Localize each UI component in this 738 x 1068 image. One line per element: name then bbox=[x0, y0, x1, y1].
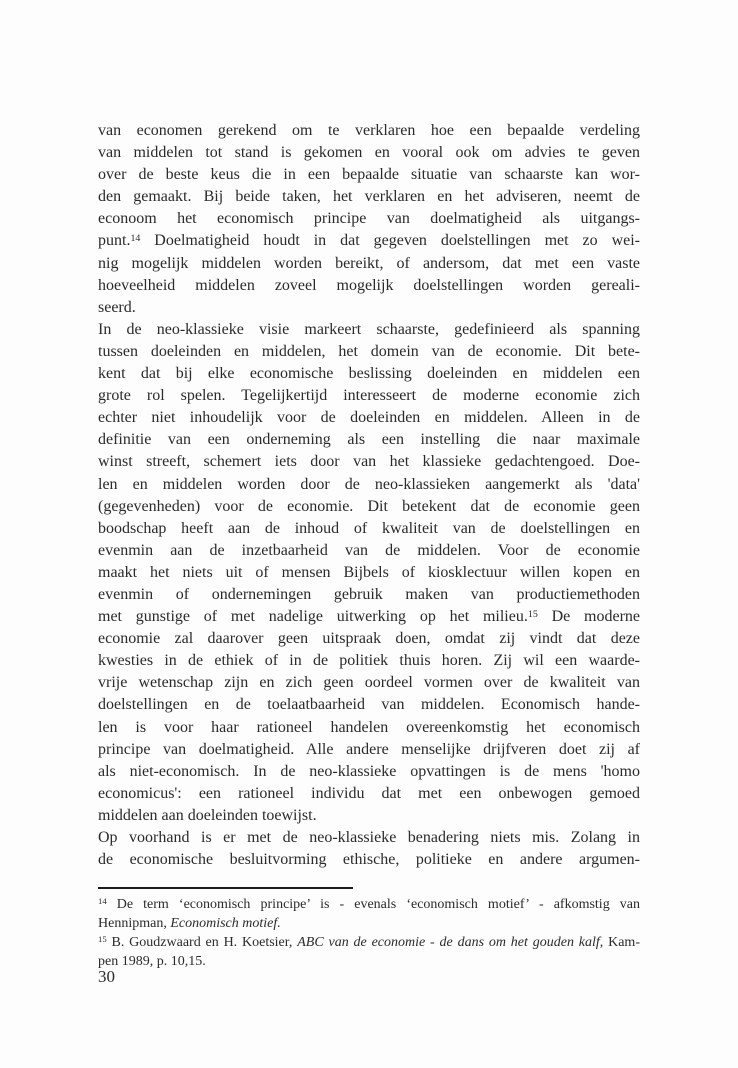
text-line: principe van doelmatigheid. Alle andere menselijke drijfveren doet zij af bbox=[98, 740, 640, 758]
text-line: len en middelen worden door de neo-klassieken aangemerkt als 'data' bbox=[98, 475, 640, 493]
text-line: middelen aan doeleinden toewijst. bbox=[98, 806, 317, 824]
text-line: maakt het niets uit of mensen Bijbels of kiosklectuur willen kopen en bbox=[98, 563, 640, 581]
page-number: 30 bbox=[98, 967, 115, 986]
footnote-separator bbox=[98, 887, 353, 889]
footnote-line: $^{15}$ B. Goudzwaard en H. Koetsier, ABC van de economie - de dans om het gouden kalf, Kam- bbox=[98, 934, 640, 950]
footnotes bbox=[98, 895, 640, 971]
footnote-line: pen 1989, p. 10,15. bbox=[98, 954, 206, 969]
text-line: van economen gerekend om te verklaren hoe een bepaalde verdeling bbox=[98, 122, 640, 139]
footnote-reference: 15 bbox=[527, 608, 538, 620]
footnote-line: $^{14}$ De term ‘economisch principe’ is - evenals ‘economisch motief’ - afkomstig van bbox=[98, 896, 640, 912]
text-line: Op voorhand is er met de neo-klassieke benadering niets mis. Zolang in bbox=[98, 829, 640, 846]
text-line: len is voor haar rationeel handelen overeenkomstig het economisch bbox=[98, 718, 640, 736]
text-line: als niet-economisch. In de neo-klassieke opvattingen is de mens 'homo bbox=[98, 762, 640, 780]
text-line: (gegevenheden) voor de economie. Dit betekent dat de economie geen bbox=[98, 497, 640, 515]
text-line: van middelen tot stand is gekomen en vooral ook om advies te geven bbox=[98, 144, 640, 162]
text-line: met gunstige of met nadelige uitwerking op het milieu.$^{15}$ De moderne bbox=[98, 608, 640, 626]
text-line: grote rol spelen. Tegelijkertijd interesseert de moderne economie zich bbox=[98, 387, 640, 405]
text-line: In de neo-klassieke visie markeert schaarste, gedefinieerd als spanning bbox=[98, 320, 640, 338]
body-text bbox=[98, 120, 640, 871]
text-line: seerd. bbox=[98, 298, 136, 316]
text-line: boodschap heeft aan de inhoud of kwaliteit van de doelstellingen en bbox=[98, 519, 640, 537]
text-line: evenmin aan de inzetbaarheid van de middelen. Voor de economie bbox=[98, 541, 640, 559]
footnote-line: Hennipman, Economisch motief. bbox=[98, 916, 281, 931]
text-line: punt.$^{14}$ Doelmatigheid houdt in dat gegeven doelstellingen met zo wei- bbox=[98, 232, 640, 250]
text-line: evenmin of ondernemingen gebruik maken van productiemethoden bbox=[98, 585, 640, 603]
text-line: kwesties in de ethiek of in de politiek thuis horen. Zij wil een waarde- bbox=[98, 652, 640, 670]
text-line: kent dat bij elke economische beslissing doeleinden en middelen een bbox=[98, 365, 640, 383]
text-line: winst streeft, schemert iets door van het klassieke gedachtengoed. Doe- bbox=[98, 453, 640, 471]
text-line: vrije wetenschap zijn en zich geen oordeel vormen over de kwaliteit van bbox=[98, 674, 640, 692]
footnote-reference: 15 bbox=[98, 934, 107, 945]
text-line: echter niet inhoudelijk voor de doeleinden en middelen. Alleen in de bbox=[98, 409, 640, 427]
footnote-reference: 14 bbox=[98, 896, 107, 907]
text-line: de economische besluitvorming ethische, politieke en andere argumen- bbox=[98, 851, 640, 869]
text-line: den gemaakt. Bij beide taken, het verklaren en het adviseren, neemt de bbox=[98, 188, 640, 206]
text-line: tussen doeleinden en middelen, het domein van de economie. Dit bete- bbox=[98, 342, 640, 360]
text-line: doelstellingen en de toelaatbaarheid van middelen. Economisch hande- bbox=[98, 696, 640, 714]
text-line: econoom het economisch principe van doelmatigheid als uitgangs- bbox=[98, 210, 640, 228]
text-line: nig mogelijk middelen worden bereikt, of andersom, dat met een vaste bbox=[98, 254, 640, 272]
text-line: over de beste keus die in een bepaalde situatie van schaarste kan wor- bbox=[98, 166, 640, 184]
text-line: definitie van een onderneming als een instelling die naar maximale bbox=[98, 431, 640, 449]
text-line: economicus': een rationeel individu dat met een onbewogen gemoed bbox=[98, 784, 640, 802]
text-line: economie zal daarover geen uitspraak doen, omdat zij vindt dat deze bbox=[98, 630, 640, 648]
footnote-reference: 14 bbox=[130, 233, 141, 245]
text-line: hoeveelheid middelen zoveel mogelijk doelstellingen worden gereali- bbox=[98, 276, 640, 294]
